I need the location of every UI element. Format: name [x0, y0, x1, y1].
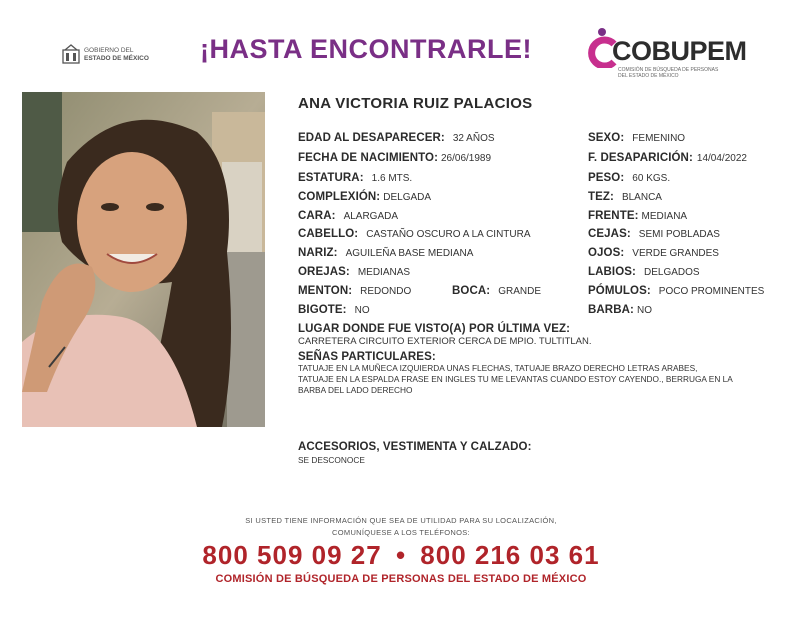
government-logo: [62, 44, 162, 66]
field-tez: [588, 189, 662, 205]
commission-name: COMISIÓN DE BÚSQUEDA DE PERSONAS DEL ESTADO DE MÉXICO: [215, 573, 587, 585]
cobupem-logo: [584, 14, 747, 79]
phone-number-2[interactable]: 800 216 03 61: [420, 540, 600, 570]
field-value: 32 AÑOS: [452, 133, 495, 144]
field-value: SEMI POBLADAS: [638, 229, 720, 240]
field-label: OJOS:: [588, 247, 625, 259]
field-label: ACCESORIOS, VESTIMENTA Y CALZADO:: [298, 441, 532, 453]
marks-text: [298, 363, 788, 396]
field-value: NO: [636, 305, 652, 316]
gov-logo-line-1: GOBIERNO DEL: [84, 47, 134, 54]
field-label: FECHA DE NACIMIENTO:: [298, 152, 438, 164]
field-label: LUGAR DONDE FUE VISTO(A) POR ÚLTIMA VEZ:: [298, 323, 571, 335]
footer-info-line: COMUNÍQUESE A LOS TELÉFONOS:: [332, 528, 470, 537]
cobupem-subtext-line-1: COMISIÓN DE BÚSQUEDA DE PERSONAS: [618, 67, 719, 73]
marks-line: TATUAJE EN LA ESPALDA FRASE EN INGLES TU ME LEVANTAS CUANDO ESTOY CAYENDO., BERRUGA EN LA: [298, 374, 733, 384]
field-value: MEDIANAS: [357, 267, 411, 278]
footer-info-line: SI USTED TIENE INFORMACIÓN QUE SEA DE UTILIDAD PARA SU LOCALIZACIÓN,: [245, 516, 557, 525]
field-label: ESTATURA:: [298, 172, 364, 184]
field-bigote: [298, 302, 370, 318]
field-nacimiento: [298, 150, 491, 166]
marks-label: [298, 349, 436, 364]
field-cejas: [588, 226, 720, 242]
field-label: BIGOTE:: [298, 304, 347, 316]
field-value: MEDIANA: [641, 211, 688, 222]
field-complexion: [298, 189, 431, 205]
field-value: AGUILEÑA BASE MEDIANA: [345, 248, 474, 259]
field-value: NO: [354, 305, 370, 316]
accessories-value: SE DESCONOCE: [298, 455, 365, 465]
field-frente: [588, 208, 687, 224]
field-menton: [298, 283, 411, 299]
field-value: VERDE GRANDES: [632, 248, 719, 259]
field-label: SEÑAS PARTICULARES:: [298, 351, 436, 363]
field-value: DELGADA: [383, 192, 432, 203]
footer-info: [0, 515, 802, 539]
field-value: ALARGADA: [343, 211, 399, 222]
field-estatura: [298, 170, 412, 186]
field-orejas: [298, 264, 410, 280]
headline: ¡HASTA ENCONTRARLE!: [200, 34, 532, 64]
phone-numbers: [0, 540, 802, 571]
field-label: TEZ:: [588, 191, 614, 203]
field-label: NARIZ:: [298, 247, 338, 259]
accessories-label: [298, 439, 532, 454]
field-value: BLANCA: [621, 192, 662, 203]
field-label: PESO:: [588, 172, 625, 184]
field-label: LABIOS:: [588, 266, 636, 278]
last-seen-label: [298, 321, 570, 336]
field-cara: [298, 208, 398, 224]
field-value: 60 KGS.: [632, 173, 671, 184]
field-ojos: [588, 245, 719, 261]
state-emblem-icon: [62, 44, 80, 64]
field-value: REDONDO: [360, 286, 412, 297]
marks-line: TATUAJE EN LA MUÑECA IZQUIERDA UNAS FLECHAS, TATUAJE BRAZO DERECHO LETRAS ARABES,: [298, 363, 698, 373]
field-labios: [588, 264, 700, 280]
field-label: PÓMULOS:: [588, 285, 651, 297]
field-cabello: [298, 226, 531, 242]
field-label: CABELLO:: [298, 228, 359, 240]
person-name: ANA VICTORIA RUIZ PALACIOS: [298, 95, 533, 112]
field-label: CARA:: [298, 210, 336, 222]
field-label: MENTON:: [298, 285, 353, 297]
field-value: POCO PROMINENTES: [658, 286, 765, 297]
marks-line: BARBA DEL LADO DERECHO: [298, 385, 413, 395]
field-value: 26/06/1989: [441, 153, 492, 164]
field-value: CASTAÑO OSCURO A LA CINTURA: [366, 229, 531, 240]
field-sexo: [588, 130, 685, 146]
field-pomulos: [588, 283, 764, 299]
field-label: BOCA:: [452, 285, 491, 297]
field-value: 1.6 MTS.: [371, 173, 413, 184]
field-label: EDAD AL DESAPARECER:: [298, 132, 445, 144]
field-desaparicion: [588, 150, 747, 166]
field-peso: [588, 170, 670, 186]
field-nariz: [298, 245, 473, 261]
field-value: FEMENINO: [632, 133, 686, 144]
field-label: OREJAS:: [298, 266, 350, 278]
field-label: BARBA:: [588, 304, 634, 316]
field-label: FRENTE:: [588, 210, 639, 222]
last-seen-value: CARRETERA CIRCUITO EXTERIOR CERCA DE MPIO. TULTITLAN.: [298, 336, 592, 347]
field-label: F. DESAPARICIÓN:: [588, 152, 693, 164]
cobupem-subtext: [618, 68, 718, 79]
field-value: DELGADOS: [643, 267, 700, 278]
field-label: SEXO:: [588, 132, 625, 144]
missing-person-photo: [22, 92, 265, 427]
field-barba: [588, 302, 652, 318]
field-label: COMPLEXIÓN:: [298, 191, 381, 203]
field-value: 14/04/2022: [696, 153, 747, 164]
gov-logo-line-2: ESTADO DE MÉXICO: [84, 54, 149, 62]
cobupem-wordmark: COBUPEM: [612, 36, 747, 66]
phone-number-1[interactable]: 800 509 09 27: [202, 540, 382, 570]
field-label: CEJAS:: [588, 228, 631, 240]
field-value: GRANDE: [498, 286, 541, 297]
cobupem-subtext-line-2: DEL ESTADO DE MÉXICO: [618, 72, 679, 79]
field-boca: [452, 283, 541, 299]
phone-separator: •: [395, 540, 407, 570]
field-edad: [298, 130, 495, 146]
